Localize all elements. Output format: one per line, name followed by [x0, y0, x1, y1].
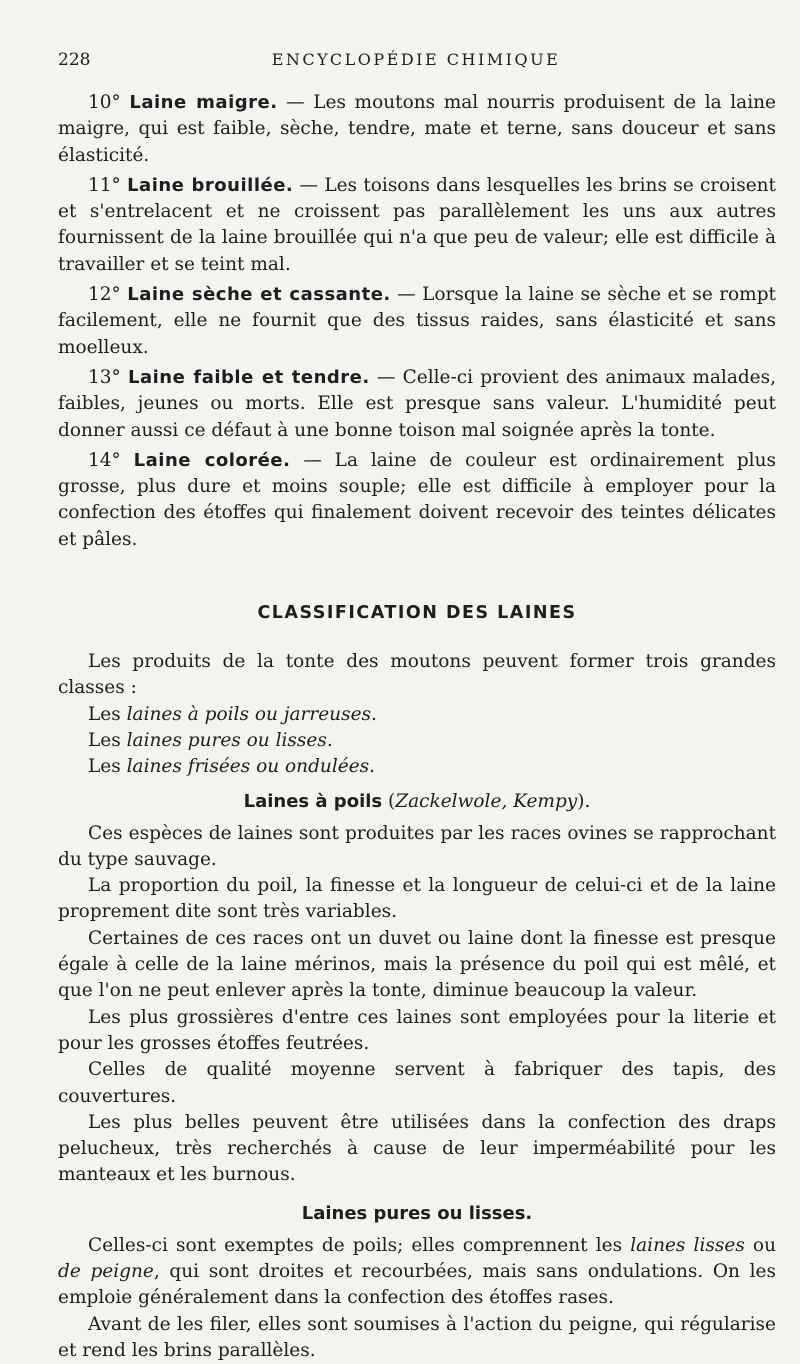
paragraph: La proportion du poil, la finesse et la longueur de celui-ci et de la laine proprement dite sont très variables. [58, 875, 776, 923]
entry-text: — Lorsque la laine se sèche et se rompt facilement, elle ne fournit que des tissus raides, sans élasticité et sans moelleux. [58, 284, 776, 358]
page-header [58, 50, 774, 74]
entry-title: Laine sèche et cassante. [127, 284, 391, 306]
entry-number: 13° [88, 366, 121, 388]
paragraph: Certaines de ces races ont un duvet ou laine dont la finesse est presque égale à celle de la laine mérinos, mais la présence du poil qui est mêlé, et que l'on ne peut enlever après la tonte, diminue beaucoup la valeur. [58, 927, 776, 1002]
entry-10 [58, 90, 776, 169]
section-title: CLASSIFICATION DES LAINES [257, 603, 577, 624]
paragraph: Les plus belles peuvent être utilisées dans la confection des draps pelucheux, très recherchés à cause de leur imperméabilité pour les manteaux et les burnous. [58, 1111, 776, 1186]
class-item [58, 702, 776, 728]
class-prefix: Les [88, 703, 121, 725]
entry-title: Laine colorée. [133, 449, 291, 471]
entry-11 [58, 173, 776, 278]
paragraph: Celles-ci sont exemptes de poils; elles comprennent les laines lisses ou de peigne, qui sont droites et recourbées, mais sans ondulations. On les emploie généralement dans la confection des étoffes rases. [58, 1234, 776, 1309]
entry-12 [58, 282, 776, 361]
entry-title: Laine maigre. [129, 92, 278, 113]
subsection-title: Laines pures ou lisses. [301, 1202, 533, 1224]
paragraph: Avant de les filer, elles sont soumises à l'action du peigne, qui régularise et rend les brins parallèles. [58, 1313, 776, 1361]
subsection-title: Laines à poils [243, 790, 383, 812]
entry-14 [58, 448, 776, 553]
class-name: laines frisées ou ondulées. [126, 756, 376, 778]
running-title: ENCYCLOPÉDIE CHIMIQUE [271, 50, 561, 69]
class-item [58, 754, 776, 780]
class-name: laines pures ou lisses. [126, 729, 333, 751]
class-prefix: Les [88, 756, 121, 778]
paragraph: Les plus grossières d'entre ces laines sont employées pour la literie et pour les grosses étoffes feutrées. [58, 1006, 776, 1054]
paragraph: Ces espèces de laines sont produites par les races ovines se rapprochant du type sauvage. [58, 822, 776, 870]
entry-number: 12° [88, 284, 121, 306]
entry-text: — Celle-ci provient des animaux malades, faibles, jeunes ou morts. Elle est presque sans valeur. L'humidité peut donner aussi ce défaut à une bonne toison mal soignée après la tonte. [58, 366, 777, 441]
page-body [58, 90, 776, 1364]
entry-text: — Les moutons mal nourris produisent de la laine maigre, qui est faible, sèche, tendre, mate et terne, sans douceur et sans élasticité. [58, 92, 776, 166]
subsection-heading: Laines à poils (Zackelwole, Kempy). [243, 790, 591, 812]
subsection-aside: Zackelwole, Kempy [395, 790, 578, 812]
page-number: 228 [58, 50, 91, 70]
entry-number: 11° [88, 174, 121, 196]
entry-number: 10° [88, 92, 121, 113]
entry-title: Laine brouillée. [127, 174, 294, 196]
paragraph: Celles de qualité moyenne servent à fabriquer des tapis, des couvertures. [58, 1059, 776, 1107]
subsection-heading [58, 1201, 776, 1227]
entry-text: — Les toisons dans lesquelles les brins se croisent et s'entrelacent et ne croissent pas parallèlement les uns aux autres fournissent de la laine brouillée qui n'a que peu de valeur; elle est difficile à travailler et se teint mal. [58, 174, 776, 275]
section-intro: Les produits de la tonte des moutons peuvent former trois grandes classes : [58, 651, 776, 699]
entry-text: — La laine de couleur est ordinairement plus grosse, plus dure et moins souple; elle est difficile à employer pour la confection des étoffes qui finalement doivent recevoir des teintes délicates et pâles. [58, 449, 777, 550]
entry-number: 14° [88, 449, 121, 471]
class-name: laines à poils ou jarreuses. [126, 703, 377, 725]
entry-13 [58, 365, 776, 444]
class-item [58, 728, 776, 754]
entry-title: Laine faible et tendre. [128, 366, 370, 388]
class-prefix: Les [88, 729, 121, 751]
